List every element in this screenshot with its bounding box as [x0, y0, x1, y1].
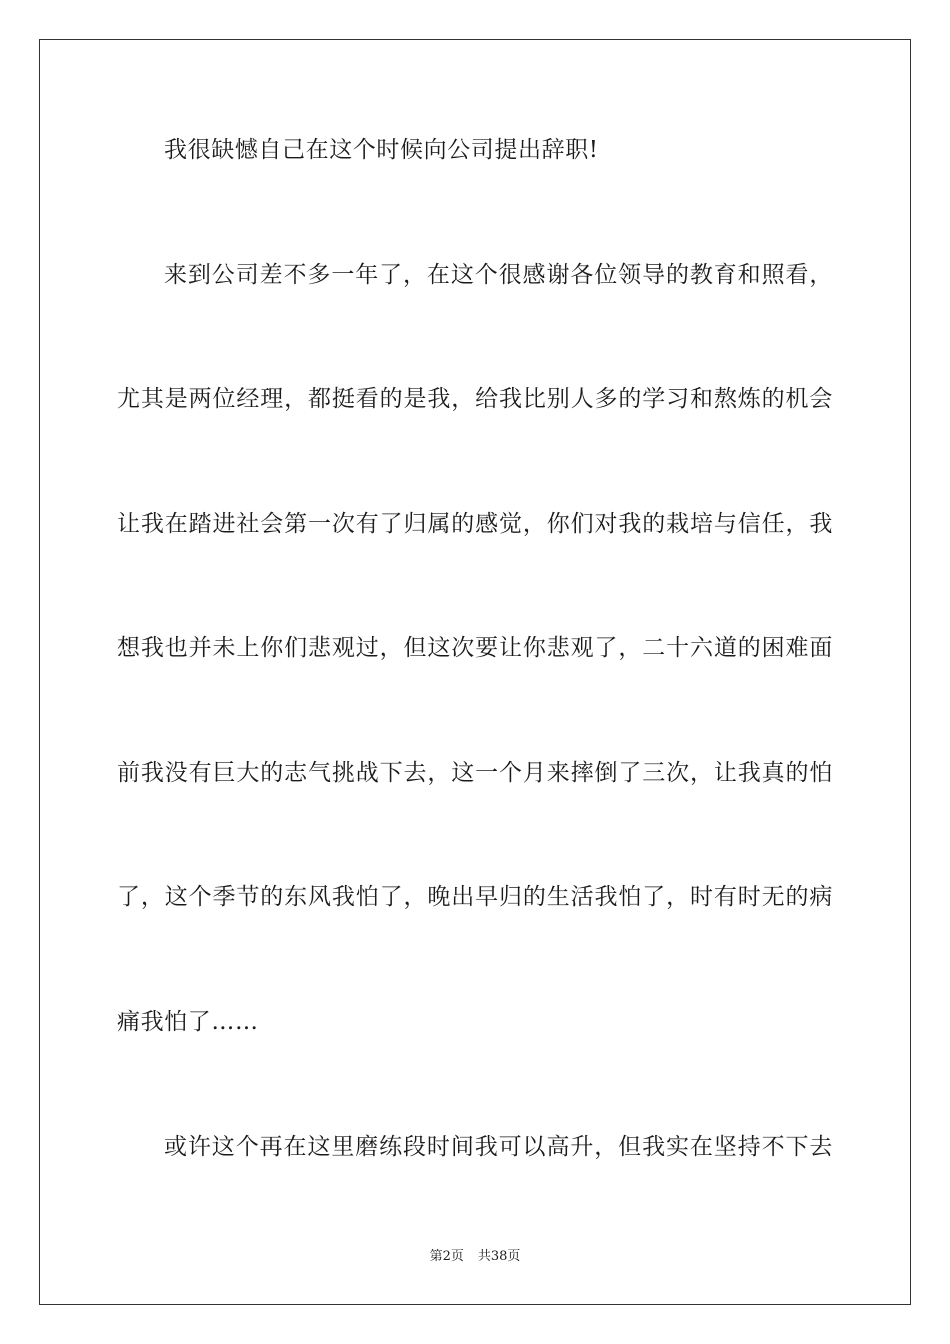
paragraph-line: 前我没有巨大的志气挑战下去，这一个月来摔倒了三次，让我真的怕 — [117, 760, 833, 786]
page-footer — [0, 1248, 950, 1266]
paragraph-line: 想我也并未上你们悲观过，但这次要让你悲观了，二十六道的困难面 — [117, 635, 833, 661]
paragraph-line: 让我在踏进社会第一次有了归属的感觉，你们对我的栽培与信任，我 — [117, 511, 833, 537]
paragraph-line: 或许这个再在这里磨练段时间我可以高升，但我实在坚持不下去 — [164, 1134, 833, 1160]
paragraph-line: 来到公司差不多一年了，在这个很感谢各位领导的教育和照看， — [164, 262, 833, 288]
paragraph-line: 了，这个季节的东风我怕了，晚出早归的生活我怕了，时有时无的病 — [117, 884, 833, 910]
paragraph-line: 痛我怕了…… — [117, 1009, 259, 1035]
page-total: 共38页 — [477, 1249, 521, 1264]
page-frame — [39, 39, 911, 1305]
page-number: 第2页 — [429, 1249, 464, 1264]
paragraph-line: 我很缺憾自己在这个时候向公司提出辞职! — [164, 137, 599, 163]
paragraph-line: 尤其是两位经理，都挺看的是我，给我比别人多的学习和熬炼的机会 — [117, 386, 833, 412]
